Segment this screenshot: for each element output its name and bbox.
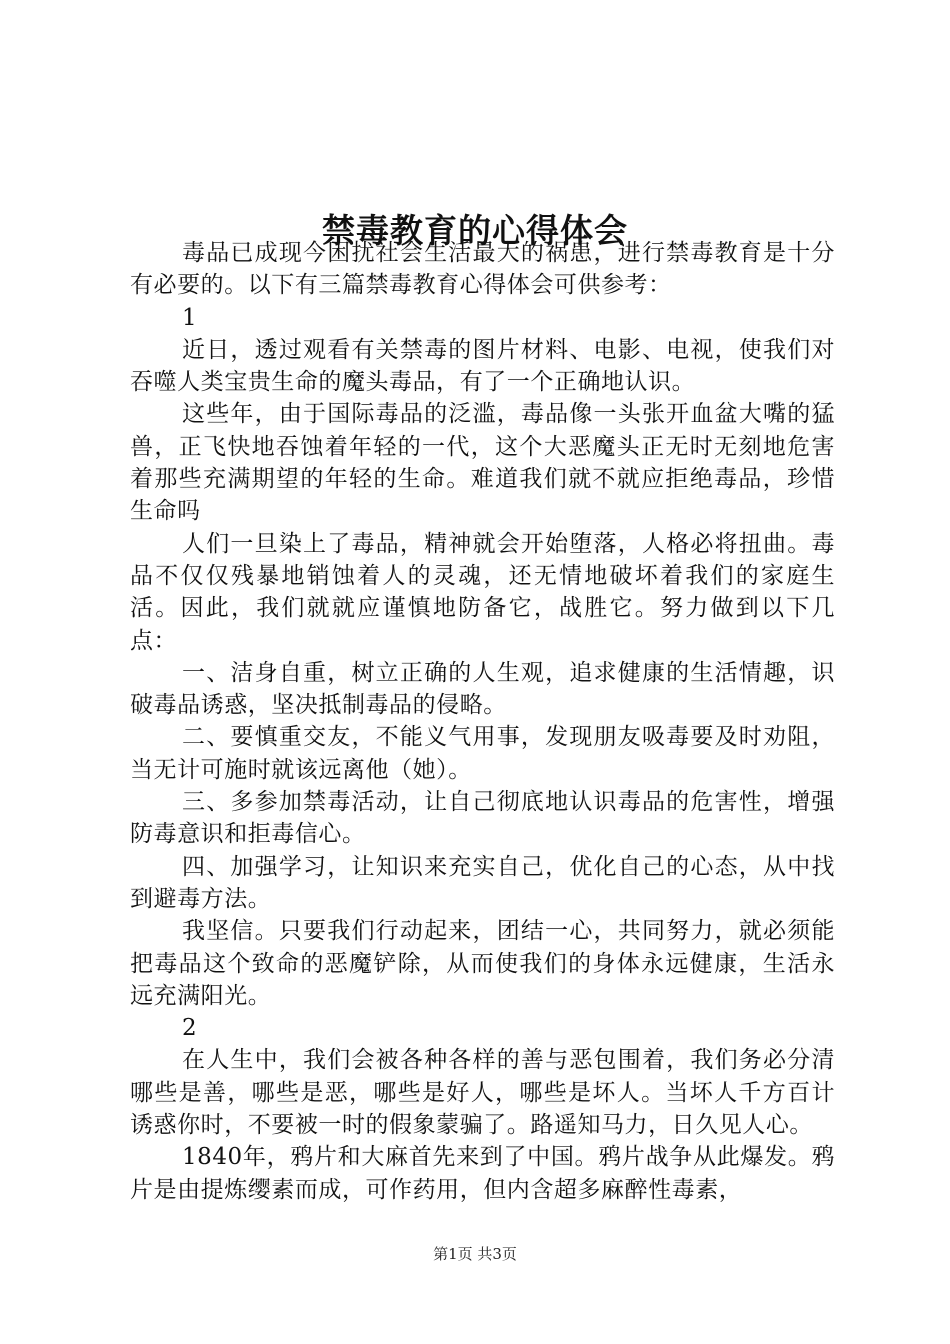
list-item: 四、加强学习，让知识来充实自己，优化自己的心态，从中找到避毒方法。 [130, 853, 835, 912]
paragraph-intro: 毒品已成现今困扰社会生活最大的祸患，进行禁毒教育是十分有必要的。以下有三篇禁毒教育心得体会可供参考： [130, 240, 835, 299]
section-number-2: 2 [182, 1015, 198, 1042]
paragraph: 我坚信。只要我们行动起来，团结一心，共同努力，就必须能把毒品这个致命的恶魔铲除，从而使我们的身体永远健康，生活永远充满阳光。 [130, 918, 835, 1009]
paragraph: 1840年，鸦片和大麻首先来到了中国。鸦片战争从此爆发。鸦片是由提炼缨素而成，可作药用，但内含超多麻醉性毒素， [130, 1144, 835, 1203]
paragraph: 人们一旦染上了毒品，精神就会开始堕落，人格必将扭曲。毒品不仅仅残暴地销蚀着人的灵魂，还无情地破坏着我们的家庭生活。因此，我们就就应谨慎地防备它，战胜它。努力做到以下几点： [130, 530, 835, 654]
document-title: 禁毒教育的心得体会 [322, 211, 628, 251]
list-item: 三、多参加禁毒活动，让自己彻底地认识毒品的危害性，增强防毒意识和拒毒信心。 [130, 789, 835, 848]
paragraph: 近日，透过观看有关禁毒的图片材料、电影、电视，使我们对吞噬人类宝贵生命的魔头毒品，有了一个正确地认识。 [130, 336, 835, 396]
list-item: 二、要慎重交友，不能义气用事，发现朋友吸毒要及时劝阻，当无计可施时就该远离他（她）。 [130, 724, 835, 783]
paragraph: 在人生中，我们会被各种各样的善与恶包围着，我们务必分清哪些是善，哪些是恶，哪些是好人，哪些是坏人。当坏人千方百计诱惑你时，不要被一时的假象蒙骗了。路遥知马力，日久见人心。 [130, 1047, 835, 1139]
paragraph: 这些年，由于国际毒品的泛滥，毒品像一头张开血盆大嘴的猛兽，正飞快地吞蚀着年轻的一代，这个大恶魔头正无时无刻地危害着那些充满期望的年轻的生命。难道我们就不就应拒绝毒品，珍惜生命吗 [130, 401, 835, 525]
page-footer: 第1页 共3页 [433, 1245, 517, 1263]
document-body [130, 237, 835, 1206]
section-number-1: 1 [182, 304, 198, 331]
list-item: 一、洁身自重，树立正确的人生观，追求健康的生活情趣，识破毒品诱惑，坚决抵制毒品的侵略。 [130, 659, 835, 719]
